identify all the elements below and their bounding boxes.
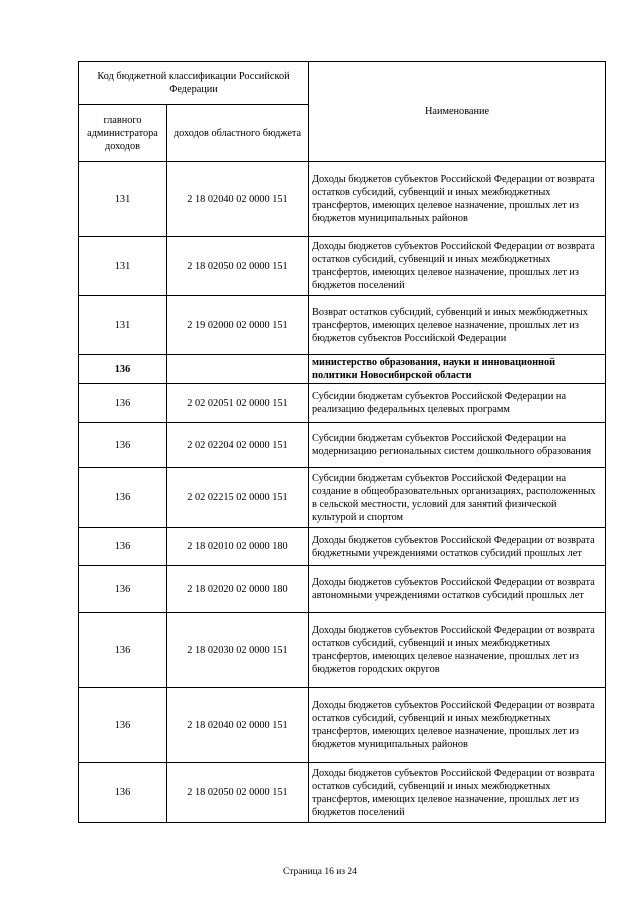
income-code-cell: 2 18 02040 02 0000 151 [167,688,309,763]
table-row [79,423,606,468]
income-name-cell: Возврат остатков субсидий, субвенций и иных межбюджетных трансфертов, имеющих целевое назначение, прошлых лет из бюджетов субъектов Российской Федерации [309,296,606,355]
income-name-cell: Доходы бюджетов субъектов Российской Федерации от возврата остатков субсидий, субвенций и иных межбюджетных трансфертов, имеющих целевое назначение, прошлых лет из бюджетов муниципальных районов [309,162,606,237]
admin-code-cell: 136 [79,384,167,423]
admin-code-cell: 136 [79,763,167,823]
income-name-cell: Субсидии бюджетам субъектов Российской Федерации на модернизацию региональных систем дошкольного образования [309,423,606,468]
income-code-cell: 2 02 02215 02 0000 151 [167,468,309,528]
table-row [79,162,606,237]
income-name-cell: Субсидии бюджетам субъектов Российской Федерации на реализацию федеральных целевых программ [309,384,606,423]
admin-code-cell: 136 [79,688,167,763]
header-row-top [79,62,606,105]
table-row [79,688,606,763]
page-number: Страница 16 из 24 [283,867,357,877]
income-code-cell: 2 02 02051 02 0000 151 [167,384,309,423]
income-code-cell: 2 18 02020 02 0000 180 [167,566,309,613]
income-code-cell: 2 18 02030 02 0000 151 [167,613,309,688]
table-row [79,763,606,823]
income-code-cell: 2 18 02040 02 0000 151 [167,162,309,237]
income-code-cell: 2 18 02010 02 0000 180 [167,528,309,566]
admin-code-cell: 131 [79,237,167,296]
income-code-cell: 2 19 02000 02 0000 151 [167,296,309,355]
table-row [79,384,606,423]
header-regional-income-code: доходов областного бюджета [167,105,309,162]
income-name-cell: Доходы бюджетов субъектов Российской Федерации от возврата автономными учреждениями остатков субсидий прошлых лет [309,566,606,613]
admin-code-cell: 136 [79,528,167,566]
income-name-cell: Субсидии бюджетам субъектов Российской Федерации на создание в общеобразовательных организациях, расположенных в сельской местности, условий для занятий физической культурой и спортом [309,468,606,528]
table-row [79,355,606,384]
admin-code-cell: 136 [79,355,167,384]
budget-classification-table [78,61,606,823]
header-main-administrator: главного администратора доходов [79,105,167,162]
table-body [79,162,606,823]
income-code-cell: 2 18 02050 02 0000 151 [167,237,309,296]
table-row [79,613,606,688]
table-row [79,566,606,613]
table-row [79,528,606,566]
income-code-cell [167,355,309,384]
admin-code-cell: 131 [79,162,167,237]
table-row [79,468,606,528]
income-name-cell: Доходы бюджетов субъектов Российской Федерации от возврата остатков субсидий, субвенций и иных межбюджетных трансфертов, имеющих целевое назначение, прошлых лет из бюджетов поселений [309,237,606,296]
admin-code-cell: 136 [79,613,167,688]
income-name-cell: Доходы бюджетов субъектов Российской Федерации от возврата остатков субсидий, субвенций и иных межбюджетных трансфертов, имеющих целевое назначение, прошлых лет из бюджетов муниципальных районов [309,688,606,763]
table-row [79,296,606,355]
income-code-cell: 2 18 02050 02 0000 151 [167,763,309,823]
header-name: Наименование [309,62,606,162]
income-name-cell: министерство образования, науки и инновационной политики Новосибирской области [309,355,606,384]
income-name-cell: Доходы бюджетов субъектов Российской Федерации от возврата остатков субсидий, субвенций и иных межбюджетных трансфертов, имеющих целевое назначение, прошлых лет из бюджетов поселений [309,763,606,823]
income-name-cell: Доходы бюджетов субъектов Российской Федерации от возврата бюджетными учреждениями остатков субсидий прошлых лет [309,528,606,566]
table-row [79,237,606,296]
admin-code-cell: 131 [79,296,167,355]
admin-code-cell: 136 [79,566,167,613]
header-budget-classification-code: Код бюджетной классификации Российской Федерации [79,62,309,105]
income-name-cell: Доходы бюджетов субъектов Российской Федерации от возврата остатков субсидий, субвенций и иных межбюджетных трансфертов, имеющих целевое назначение, прошлых лет из бюджетов городских округов [309,613,606,688]
income-code-cell: 2 02 02204 02 0000 151 [167,423,309,468]
admin-code-cell: 136 [79,423,167,468]
admin-code-cell: 136 [79,468,167,528]
